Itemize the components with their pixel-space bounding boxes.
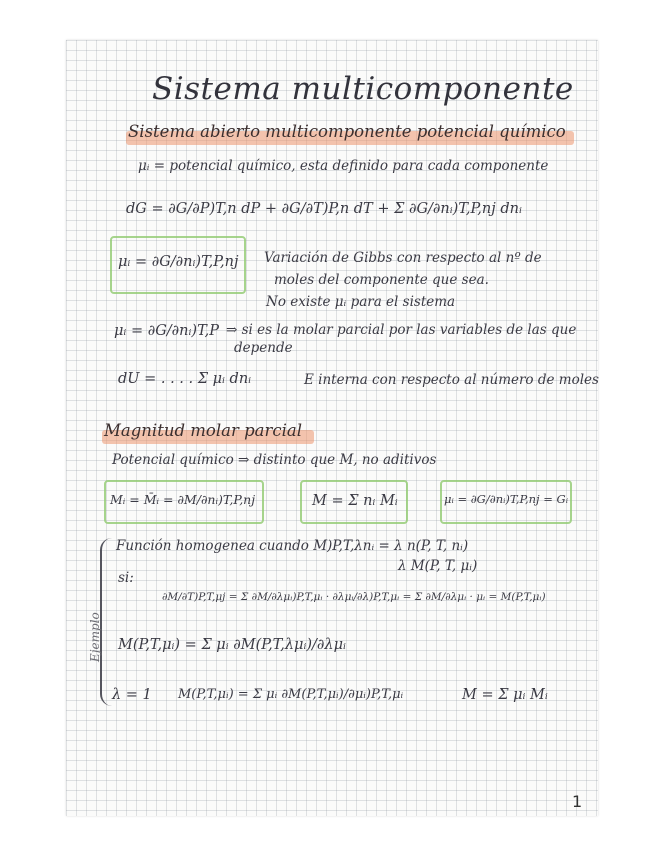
gibbs-variation-text-1: Variación de Gibbs con respecto al nº de xyxy=(264,250,542,266)
internal-energy-equation: dU = . . . . Σ μᵢ dnᵢ xyxy=(118,371,252,387)
partial-molar-note-1: ⇒ si es la molar parcial por las variables de las que xyxy=(226,322,577,338)
example-side-label: Ejemplo xyxy=(88,612,102,662)
m-function-equation: M(P,T,μᵢ) = Σ μᵢ ∂M(P,T,λμᵢ)/∂λμᵢ xyxy=(118,637,346,653)
mu-definition-line: μᵢ = potencial químico, esta definido para cada componente xyxy=(138,158,549,174)
lambda-one-equation: M(P,T,μᵢ) = Σ μᵢ ∂M(P,T,μᵢ)/∂μᵢ)P,T,μᵢ xyxy=(178,687,404,702)
chemical-potential-line: Potencial químico ⇒ distinto que M, no aditivos xyxy=(112,452,437,468)
homogeneous-function-line-2: λ M(P, T, μᵢ) xyxy=(398,558,478,574)
notebook-page xyxy=(66,40,598,816)
lambda-label: λ = 1 xyxy=(112,687,152,703)
mu-boxed-equation: μᵢ = ∂G/∂nᵢ)T,P,nj xyxy=(118,254,239,270)
homogeneous-function-line: Función homogenea cuando M)P,T,λnᵢ = λ n(P, T, nᵢ) xyxy=(116,538,469,554)
partial-molar-equation: Mᵢ = M̄ᵢ = ∂M/∂nᵢ)T,P,nj xyxy=(110,492,256,507)
section-heading-magnitud-molar: Magnitud molar parcial xyxy=(104,421,303,440)
euler-derivation-equation: ∂M/∂T)P,T,μj = Σ ∂M/∂λμᵢ)P,T,μᵢ · ∂λμᵢ/∂λ)P,T,μᵢ = Σ ∂M/∂λμᵢ · μᵢ = M(P,T,μᵢ) xyxy=(162,591,546,603)
mu-gi-equation: μᵢ = ∂G/∂nᵢ)T,P,nj = Gᵢ xyxy=(444,492,569,506)
si-label: si: xyxy=(118,570,134,586)
section-heading-sistema-abierto: Sistema abierto multicomponente potencial químico xyxy=(128,122,566,141)
sum-equation: M = Σ nᵢ Mᵢ xyxy=(312,493,398,509)
gibbs-differential-equation: dG = ∂G/∂P)T,n dP + ∂G/∂T)P,n dT + Σ ∂G/∂nᵢ)T,P,nj dnᵢ xyxy=(126,201,522,217)
gibbs-variation-text-3: No existe μᵢ para el sistema xyxy=(266,294,456,310)
page-title: Sistema multicomponente xyxy=(152,71,574,107)
page-number: 1 xyxy=(572,792,583,811)
partial-molar-note-2: depende xyxy=(234,340,293,356)
euler-final-equation: M = Σ μᵢ Mᵢ xyxy=(462,687,548,703)
internal-energy-note: E interna con respecto al número de moles xyxy=(304,372,599,388)
gibbs-variation-text-2: moles del componente que sea. xyxy=(274,272,489,288)
mu-partial-equation: μᵢ = ∂G/∂nᵢ)T,P xyxy=(114,323,219,339)
